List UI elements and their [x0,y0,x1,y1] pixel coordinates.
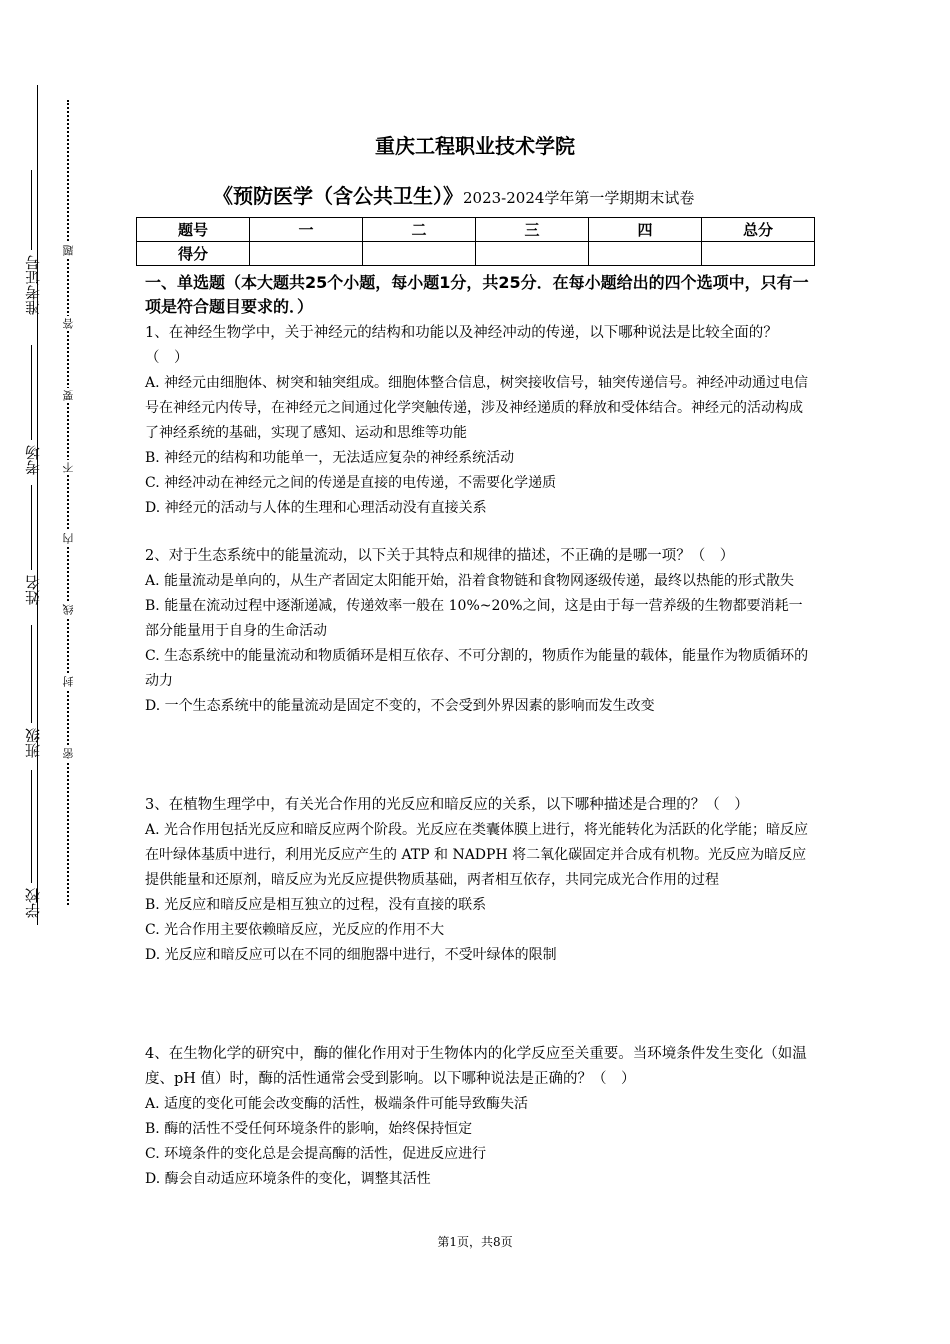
option-d: D. 光反应和暗反应可以在不同的细胞器中进行，不受叶绿体的限制 [145,947,557,963]
seal-char: 线 [62,604,75,615]
score-table-score-row [137,242,815,266]
score-table-header-cell: 题号 [137,218,250,242]
field-name-label: 姓名 [24,575,42,605]
question-1 [145,321,813,521]
score-table-header-cell: 总分 [702,218,815,242]
section-heading: 一、单选题（本大题共25个小题，每小题1分，共25分．在每小题给出的四个选项中，只有一项是符合题目要求的．） [145,273,809,316]
score-cell[interactable] [363,242,476,266]
option-a: A. 适度的变化可能会改变酶的活性，极端条件可能导致酶失活 [145,1096,529,1112]
question-stem: 1、在神经生物学中，关于神经元的结构和功能以及神经冲动的传递，以下哪种说法是比较全面的？（ ） [145,325,778,366]
seal-char: 题 [62,245,75,256]
option-d: D. 一个生态系统中的能量流动是固定不变的，不会受到外界因素的影响而发生改变 [145,698,655,714]
option-d: D. 酶会自动适应环境条件的变化，调整其活性 [145,1171,431,1187]
option-b: B. 神经元的结构和功能单一，无法适应复杂的神经系统活动 [145,450,515,466]
question-stem: 3、在植物生理学中，有关光合作用的光反应和暗反应的关系，以下哪种描述是合理的？（ ） [145,797,749,813]
option-c: C. 神经冲动在神经元之间的传递是直接的电传递，不需要化学递质 [145,475,557,491]
exam-term: 2023-2024学年第一学期期末试卷 [463,189,695,207]
field-exam-room-line [31,345,32,440]
field-school-label: 学校 [24,888,42,918]
question-stem: 2、对于生态系统中的能量流动，以下关于其特点和规律的描述，不正确的是哪一项？（ ） [145,548,735,564]
question-4 [145,1042,813,1192]
seal-char: 要 [62,390,75,401]
option-b: B. 光反应和暗反应是相互独立的过程，没有直接的联系 [145,897,487,913]
option-c: C. 生态系统中的能量流动和物质循环是相互依存、不可分割的，物质作为能量的载体，能量作为物质循环的动力 [145,648,809,689]
seal-char: 答 [62,318,75,329]
field-exam-number-line [31,170,32,250]
question-3 [145,793,813,968]
score-cell[interactable] [476,242,589,266]
seal-char: 内 [62,533,75,544]
score-table-header-cell: 一 [250,218,363,242]
option-d: D. 神经元的活动与人体的生理和心理活动没有直接关系 [145,500,487,516]
school-title: 重庆工程职业技术学院 [375,134,575,158]
field-class-line [31,625,32,723]
question-stem: 4、在生物化学的研究中，酶的催化作用对于生物体内的化学反应至关重要。当环境条件发生变化（如温度、pH 值）时，酶的活性通常会受到影响。以下哪种说法是正确的？（ ） [145,1046,807,1087]
option-c: C. 环境条件的变化总是会提高酶的活性，促进反应进行 [145,1146,487,1162]
page-number: 第1页，共8页 [437,1235,513,1249]
score-table-header-row [137,218,815,242]
option-a: A. 能量流动是单向的，从生产者固定太阳能开始，沿着食物链和食物网逐级传递，最终以热能的形式散失 [145,573,795,589]
score-table [136,217,815,266]
field-class-label: 班级 [24,728,42,758]
score-cell[interactable] [589,242,702,266]
binding-outer-line [37,85,38,925]
seal-char: 不 [62,462,75,473]
course-name: 《预防医学（含公共卫生）》 [213,184,463,208]
seal-char: 封 [62,676,75,687]
seal-char: 密 [62,748,75,759]
score-row-label: 得分 [137,242,250,266]
field-exam-number-label: 准考证号 [24,255,42,315]
score-cell[interactable] [702,242,815,266]
option-b: B. 酶的活性不受任何环境条件的影响，始终保持恒定 [145,1121,473,1137]
score-table-header-cell: 三 [476,218,589,242]
option-c: C. 光合作用主要依赖暗反应，光反应的作用不大 [145,922,445,938]
field-school-line [31,770,32,883]
seal-dotted-line [67,100,69,905]
score-table-header-cell: 二 [363,218,476,242]
option-a: A. 光合作用包括光反应和暗反应两个阶段。光反应在类囊体膜上进行，将光能转化为活跃的化学能；暗反应在叶绿体基质中进行，利用光反应产生的 ATP 和 NADPH 将二氧化碳固定并合成有机物。光反应为暗反应提供能量和还原剂，暗反应为光反应提供物质基础，两者相互依存，共同完成光合作用的过程 [145,822,809,888]
score-table-header-cell: 四 [589,218,702,242]
question-2 [145,544,813,719]
field-name-line [31,485,32,570]
option-b: B. 能量在流动过程中逐渐递减，传递效率一般在 10%~20%之间，这是由于每一营养级的生物都要消耗一部分能量用于自身的生命活动 [145,598,803,639]
option-a: A. 神经元由细胞体、树突和轴突组成。细胞体整合信息，树突接收信号，轴突传递信号。神经冲动通过电信号在神经元内传导，在神经元之间通过化学突触传递，涉及神经递质的释放和受体结合。神经元的活动构成了神经系统的基础，实现了感知、运动和思维等功能 [145,375,809,441]
score-cell[interactable] [250,242,363,266]
field-exam-room-label: 考场 [24,445,42,475]
exam-subtitle [213,180,694,209]
